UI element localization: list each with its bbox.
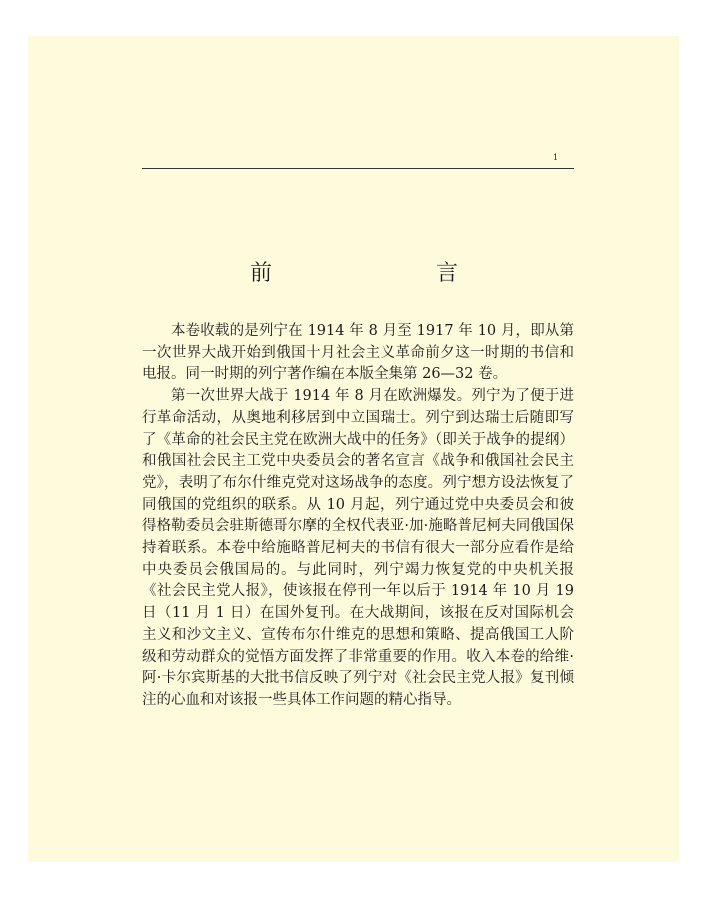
paragraph-2: 第一次世界大战于 1914 年 8 月在欧洲爆发。列宁为了便于进行革命活动，从奥地利移居到中立国瑞士。列宁到达瑞士后随即写了《革命的社会民主党在欧洲大战中的任务》（即关于战争的提纲）和俄国社会民主工党中央委员会的著名宣言《战争和俄国社会民主党》，表明了布尔什维克党对这场战争的态度。列宁想方设法恢复了同俄国的党组织的联系。从 10 月起，列宁通过党中央委员会和彼得格勒委员会驻斯德哥尔摩的全权代表亚·加·施略普尼柯夫同俄国保持着联系。本卷中给施略普尼柯夫的书信有很大一部分应看作是给中央委员会俄国局的。与此同时，列宁竭力恢复党的中央机关报《社会民主党人报》，使该报在停刊一年以后于 1914 年 10 月 19 日（11 月 1 日）在国外复刊。在大战期间，该报在反对国际机会主义和沙文主义、宣传布尔什维克的思想和策略、提高俄国工人阶级和劳动群众的觉悟方面发挥了非常重要的作用。收入本卷的给维·阿·卡尔宾斯基的大批书信反映了列宁对《社会民主党人报》复刊倾注的心血和对该报一些具体工作问题的精心指导。 <box>142 388 574 708</box>
header-rule <box>142 168 574 169</box>
page-title: 前 言 <box>249 261 498 286</box>
body-text <box>142 321 574 712</box>
paragraph-1: 本卷收载的是列宁在 1914 年 8 月至 1917 年 10 月，即从第一次世界大战开始到俄国十月社会主义革命前夕这一时期的书信和电报。同一时期的列宁著作编在本版全集第 26—32 卷。 <box>142 323 574 383</box>
page-number: 1 <box>553 153 559 162</box>
